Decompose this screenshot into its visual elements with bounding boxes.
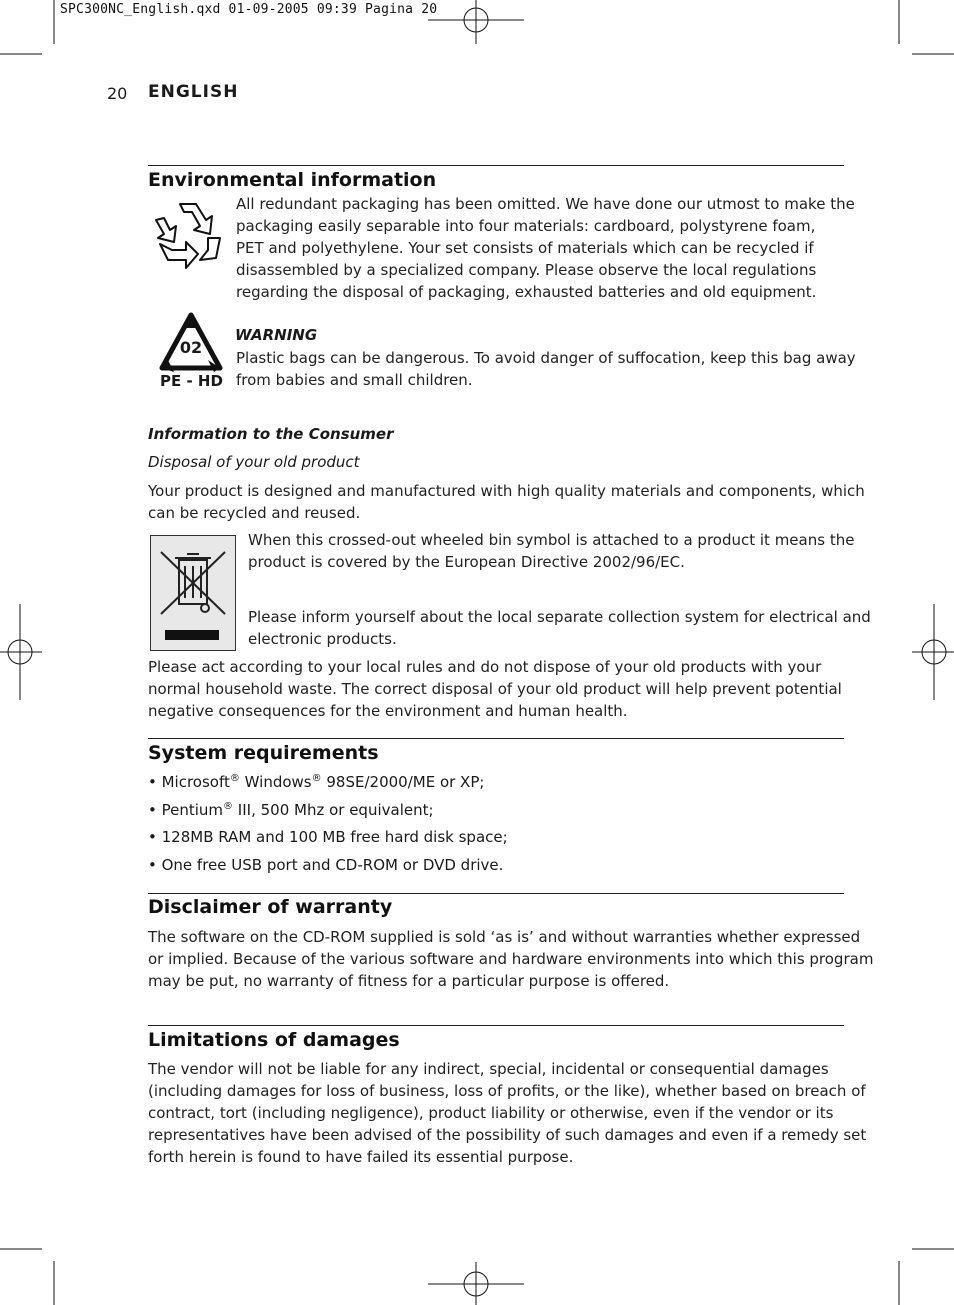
text-line: normal household waste. The correct disposal of your old product will help prevent potential xyxy=(148,680,842,698)
text-line: PET and polyethylene. Your set consists of materials which can be recycled if xyxy=(236,239,814,257)
pe-hd-recycling-symbol xyxy=(158,312,224,392)
section-title-limitations: Limitations of damages xyxy=(148,1029,400,1051)
text-line: Please act according to your local rules and do not dispose of your old products with your xyxy=(148,658,822,676)
text-line: may be put, no warranty of fitness for a particular purpose is offered. xyxy=(148,972,670,990)
text-line: Plastic bags can be dangerous. To avoid danger of suffocation, keep this bag away xyxy=(236,349,856,367)
page-number: 20 xyxy=(107,84,128,103)
text-line: negative consequences for the environment and human health. xyxy=(148,702,628,720)
bin-text-2 xyxy=(248,606,871,650)
section-title-environmental: Environmental information xyxy=(148,169,437,191)
consumer-closing xyxy=(148,656,842,722)
recycle-icon xyxy=(150,198,226,274)
list-item: • 128MB RAM and 100 MB free hard disk space; xyxy=(148,828,508,846)
list-item: • One free USB port and CD-ROM or DVD drive. xyxy=(148,855,504,874)
text-line: The software on the CD-ROM supplied is sold ‘as is’ and without warranties whether expressed xyxy=(148,928,861,946)
bin-bar xyxy=(165,630,219,640)
list-item: • Microsoft® Windows® 98SE/2000/ME or XP; xyxy=(148,773,485,791)
bin-text-1 xyxy=(248,529,854,573)
text-line: electronic products. xyxy=(248,630,397,648)
pe-label: PE - HD xyxy=(160,372,223,390)
text-line: packaging easily separable into four materials: cardboard, polystyrene foam, xyxy=(236,217,816,235)
consumer-intro xyxy=(148,480,865,524)
text-line: representatives have been advised of the possibility of such damages and even if a remedy set xyxy=(148,1126,867,1144)
system-requirements-list xyxy=(148,769,508,879)
text-line: or implied. Because of the various software and hardware environments into which this program xyxy=(148,950,874,968)
text-line: from babies and small children. xyxy=(236,371,473,389)
weee-bin-symbol xyxy=(150,535,236,651)
text-line: forth herein is found to have failed its essential purpose. xyxy=(148,1148,574,1166)
text-line: The vendor will not be liable for any indirect, special, incidental or consequential damages xyxy=(148,1060,829,1078)
file-slug: SPC300NC_English.qxd 01-09-2005 09:39 Pagina 20 xyxy=(60,2,438,17)
consumer-subtitle: Disposal of your old product xyxy=(148,453,360,471)
text-line: Your product is designed and manufactured with high quality materials and components, which xyxy=(148,482,865,500)
section-title-disclaimer: Disclaimer of warranty xyxy=(148,896,393,918)
text-line: All redundant packaging has been omitted. We have done our utmost to make the xyxy=(236,195,855,213)
list-item: • Pentium® III, 500 Mhz or equivalent; xyxy=(148,800,434,819)
section-rule xyxy=(148,893,844,894)
environmental-paragraph xyxy=(236,193,855,303)
limitations-paragraph xyxy=(148,1058,866,1168)
text-line: When this crossed-out wheeled bin symbol is attached to a product it means the xyxy=(248,531,855,549)
warning-label: WARNING xyxy=(235,326,318,344)
section-rule xyxy=(148,1025,844,1026)
text-line: product is covered by the European Directive 2002/96/EC. xyxy=(248,553,685,571)
crossed-bin-icon xyxy=(155,542,231,618)
warning-text xyxy=(236,347,856,391)
text-line: disassembled by a specialized company. Please observe the local regulations xyxy=(236,261,817,279)
section-title-system: System requirements xyxy=(148,742,379,764)
text-line: (including damages for loss of business, loss of profits, or the like), whether based on breach of xyxy=(148,1082,866,1100)
language-header: ENGLISH xyxy=(148,82,239,102)
text-line: contract, tort (including negligence), product liability or otherwise, even if the vendor or its xyxy=(148,1104,834,1122)
text-line: can be recycled and reused. xyxy=(148,504,361,522)
section-rule xyxy=(148,165,844,166)
disclaimer-paragraph xyxy=(148,926,873,992)
consumer-title: Information to the Consumer xyxy=(148,425,394,443)
pe-number: 02 xyxy=(179,338,203,357)
text-line: regarding the disposal of packaging, exhausted batteries and old equipment. xyxy=(236,283,817,301)
section-rule xyxy=(148,738,844,739)
text-line: Please inform yourself about the local separate collection system for electrical and xyxy=(248,608,871,626)
